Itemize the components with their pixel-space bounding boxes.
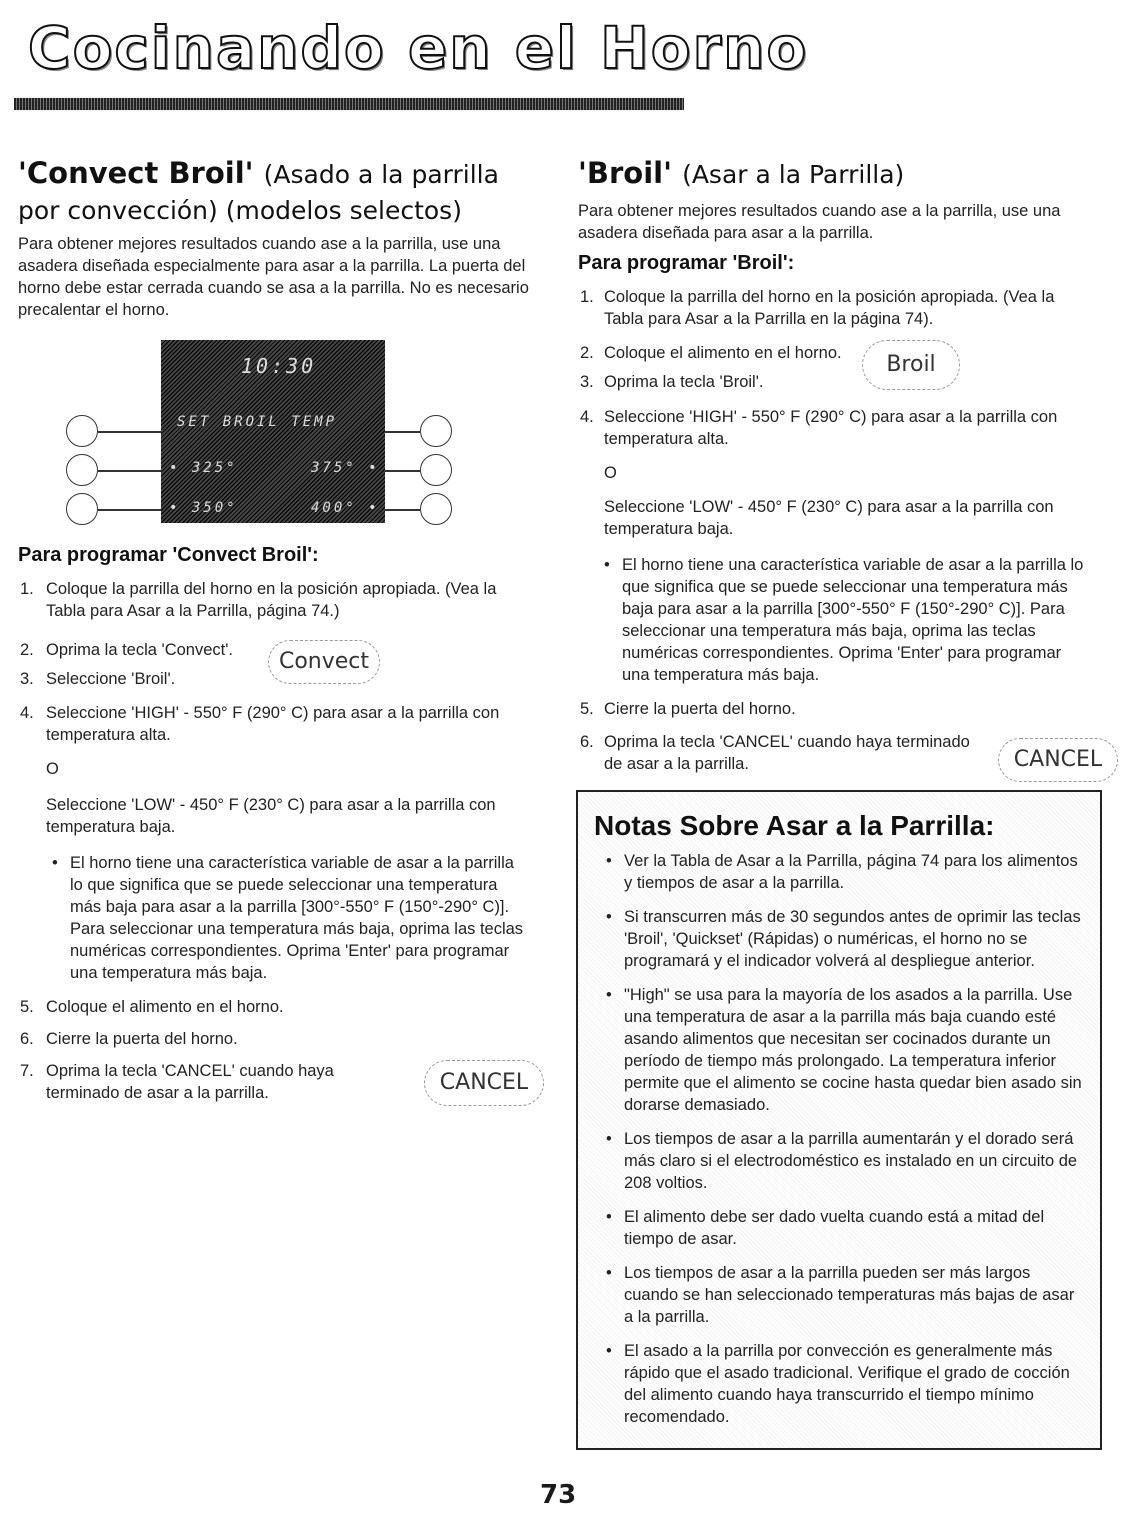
convect-step-7-text: Oprima la tecla 'CANCEL' cuando haya terminado de asar a la parrilla. <box>46 1062 334 1102</box>
broil-step-2-num: 2. <box>580 344 594 362</box>
broil-step-3 <box>580 371 1080 400</box>
convect-bullet: • El horno tiene una característica variable de asar a la parrilla lo que significa que se puede seleccionar una temperatura más baja para asar a la parrilla [300°-550° F (150°-290° C)]. Para seleccionar una temperatura más baja, oprima las teclas numéricas correspondientes. Oprima 'Enter' para programar una temperatura más baja. <box>70 852 530 984</box>
right-knob-1-connector <box>385 431 420 433</box>
broil-step-1-num: 1. <box>580 288 594 306</box>
convect-step-2-text: Oprima la tecla 'Convect'. <box>46 641 233 659</box>
notes-box <box>576 790 1102 1450</box>
note-item: • Ver la Tabla de Asar a la Parrilla, página 74 para los alimentos y tiempos de asar a la parrilla. <box>624 850 1084 894</box>
note-item: • Si transcurren más de 30 segundos antes de oprimir las teclas 'Broil', 'Quickset' (Rápidas) o numéricas, el horno no se programará y el indicador volverá al despliegue anterior. <box>624 906 1084 972</box>
display-option-350: • 350° <box>169 500 238 516</box>
broil-step-2 <box>580 342 1080 371</box>
broil-step-low-text: Seleccione 'LOW' - 450° F (230° C) para asar a la parrilla con temperatura baja. <box>604 498 1054 538</box>
convect-step-5 <box>20 996 520 1025</box>
convect-step-low <box>20 794 520 838</box>
convect-step-or-text: O <box>46 760 59 778</box>
broil-cancel-key: CANCEL <box>998 738 1118 782</box>
broil-step-5-num: 5. <box>580 700 594 718</box>
right-knob-2-connector <box>385 470 420 472</box>
broil-steps <box>580 286 1084 775</box>
note-item: • Los tiempos de asar a la parrilla aumentarán y el dorado será más claro si el electrodoméstico es instalado en un circuito de 208 voltios. <box>624 1128 1084 1194</box>
notes-title: Notas Sobre Asar a la Parrilla: <box>594 810 995 841</box>
convect-step-7-num: 7. <box>20 1062 34 1080</box>
convect-broil-heading-line2: por convección) (modelos selectos) <box>18 196 462 225</box>
page-number: 73 <box>540 1480 577 1510</box>
broil-step-or-text: O <box>604 464 617 482</box>
left-knob-1-icon <box>66 415 98 447</box>
broil-bullet: • El horno tiene una característica variable de asar a la parrilla lo que significa que se puede seleccionar una temperatura más baja para asar a la parrilla [300°-550° F (150°-290° C)]. Para seleccionar una temperatura más baja, oprima las teclas numéricas correspondientes. Oprima 'Enter' para programar una temperatura más baja. <box>622 554 1086 686</box>
left-knob-2-icon <box>66 454 98 486</box>
right-knob-3-icon <box>420 493 452 525</box>
note-item: • El alimento debe ser dado vuelta cuando está a mitad del tiempo de asar. <box>624 1206 1084 1250</box>
convect-broil-intro: Para obtener mejores resultados cuando ase a la parrilla, use una asadera diseñada especialmente para asar a la parrilla. La puerta del horno debe estar cerrada cuando se asa a la parrilla. No es necesario precalentar el horno. <box>18 235 529 319</box>
broil-program-heading: Para programar 'Broil': <box>578 252 795 274</box>
convect-step-1-num: 1. <box>20 580 34 598</box>
right-knob-1-icon <box>420 415 452 447</box>
broil-step-3-num: 3. <box>580 373 594 391</box>
left-knob-3-icon <box>66 493 98 525</box>
display-time: 10:30 <box>241 354 317 378</box>
broil-step-5-text: Cierre la puerta del horno. <box>604 700 796 718</box>
note-item: • Los tiempos de asar a la parrilla pueden ser más largos cuando se han seleccionado temperaturas más bajas de asar a la parrilla. <box>624 1262 1084 1328</box>
convect-step-3-text: Seleccione 'Broil'. <box>46 670 176 688</box>
convect-cancel-key: CANCEL <box>424 1060 544 1106</box>
broil-step-4-num: 4. <box>580 408 594 426</box>
display-option-400: 400° • <box>311 500 380 516</box>
broil-step-4 <box>580 406 1080 450</box>
notes-list <box>624 850 1084 1440</box>
convect-step-4-text: Seleccione 'HIGH' - 550° F (290° C) para asar a la parrilla con temperatura alta. <box>46 704 500 744</box>
broil-intro: Para obtener mejores resultados cuando ase a la parrilla, use una asadera diseñada para asar a la parrilla. <box>578 202 1061 242</box>
broil-heading <box>578 156 904 190</box>
display-option-375: 375° • <box>311 460 380 476</box>
oven-display-panel <box>161 340 385 523</box>
convect-step-3-num: 3. <box>20 670 34 688</box>
broil-step-3-text: Oprima la tecla 'Broil'. <box>604 373 764 391</box>
convect-step-1-text: Coloque la parrilla del horno en la posición apropiada. (Vea la Tabla para Asar a la Parrilla, página 74.) <box>46 580 497 620</box>
note-item: • "High" se usa para la mayoría de los asados a la parrilla. Use una temperatura de asar a la parrilla más baja cuando esté asando alimentos que necesitan ser cocinados durante un período de tiempo más prolongado. La temperatura inferior permite que el alimento se cocine hasta quedar bien asado sin dorarse demasiado. <box>624 984 1084 1116</box>
convect-step-5-text: Coloque el alimento en el horno. <box>46 998 284 1016</box>
convect-step-6 <box>20 1028 520 1057</box>
convect-step-6-text: Cierre la puerta del horno. <box>46 1030 238 1048</box>
broil-step-6-num: 6. <box>580 733 594 751</box>
right-knob-3-connector <box>385 509 420 511</box>
broil-step-low <box>580 496 1080 540</box>
broil-step-5 <box>580 698 1080 727</box>
convect-step-or <box>20 758 520 788</box>
convect-broil-heading-rest: (Asado a la parrilla <box>263 160 499 189</box>
convect-step-4 <box>20 702 520 746</box>
convect-step-2-num: 2. <box>20 641 34 659</box>
broil-step-1 <box>580 286 1080 332</box>
right-knob-2-icon <box>420 454 452 486</box>
display-set-broil-temp: SET BROIL TEMP <box>177 414 338 430</box>
broil-step-1-text: Coloque la parrilla del horno en la posición apropiada. (Vea la Tabla para Asar a la Parrilla en la página 74). <box>604 288 1055 328</box>
page-title: Cocinando en el Horno <box>28 14 809 82</box>
convect-step-4-num: 4. <box>20 704 34 722</box>
broil-heading-rest: (Asar a la Parrilla) <box>682 160 905 189</box>
display-option-325: • 325° <box>169 460 238 476</box>
convect-key: Convect <box>268 640 380 684</box>
left-knob-2-connector <box>98 470 161 472</box>
convect-broil-heading <box>18 156 499 190</box>
convect-step-1 <box>20 578 520 625</box>
broil-step-or <box>580 462 1080 492</box>
broil-step-4-text: Seleccione 'HIGH' - 550° F (290° C) para asar a la parrilla con temperatura alta. <box>604 408 1058 448</box>
left-knob-1-connector <box>98 431 161 433</box>
convect-step-6-num: 6. <box>20 1030 34 1048</box>
left-knob-3-connector <box>98 509 161 511</box>
broil-step-6-text: Oprima la tecla 'CANCEL' cuando haya terminado de asar a la parrilla. <box>604 733 970 773</box>
title-divider <box>14 98 684 110</box>
convect-program-heading: Para programar 'Convect Broil': <box>18 544 319 566</box>
broil-key: Broil <box>862 340 960 390</box>
broil-heading-bold: 'Broil' <box>578 156 672 190</box>
convect-broil-heading-bold: 'Convect Broil' <box>18 156 254 190</box>
broil-step-2-text: Coloque el alimento en el horno. <box>604 344 842 362</box>
convect-step-5-num: 5. <box>20 998 34 1016</box>
note-item: • El asado a la parrilla por convección es generalmente más rápido que el asado tradicional. Verifique el grado de cocción del alimento cuando haya transcurrido el tiempo mínimo recomendado. <box>624 1340 1084 1428</box>
convect-step-low-text: Seleccione 'LOW' - 450° F (230° C) para asar a la parrilla con temperatura baja. <box>46 796 496 836</box>
